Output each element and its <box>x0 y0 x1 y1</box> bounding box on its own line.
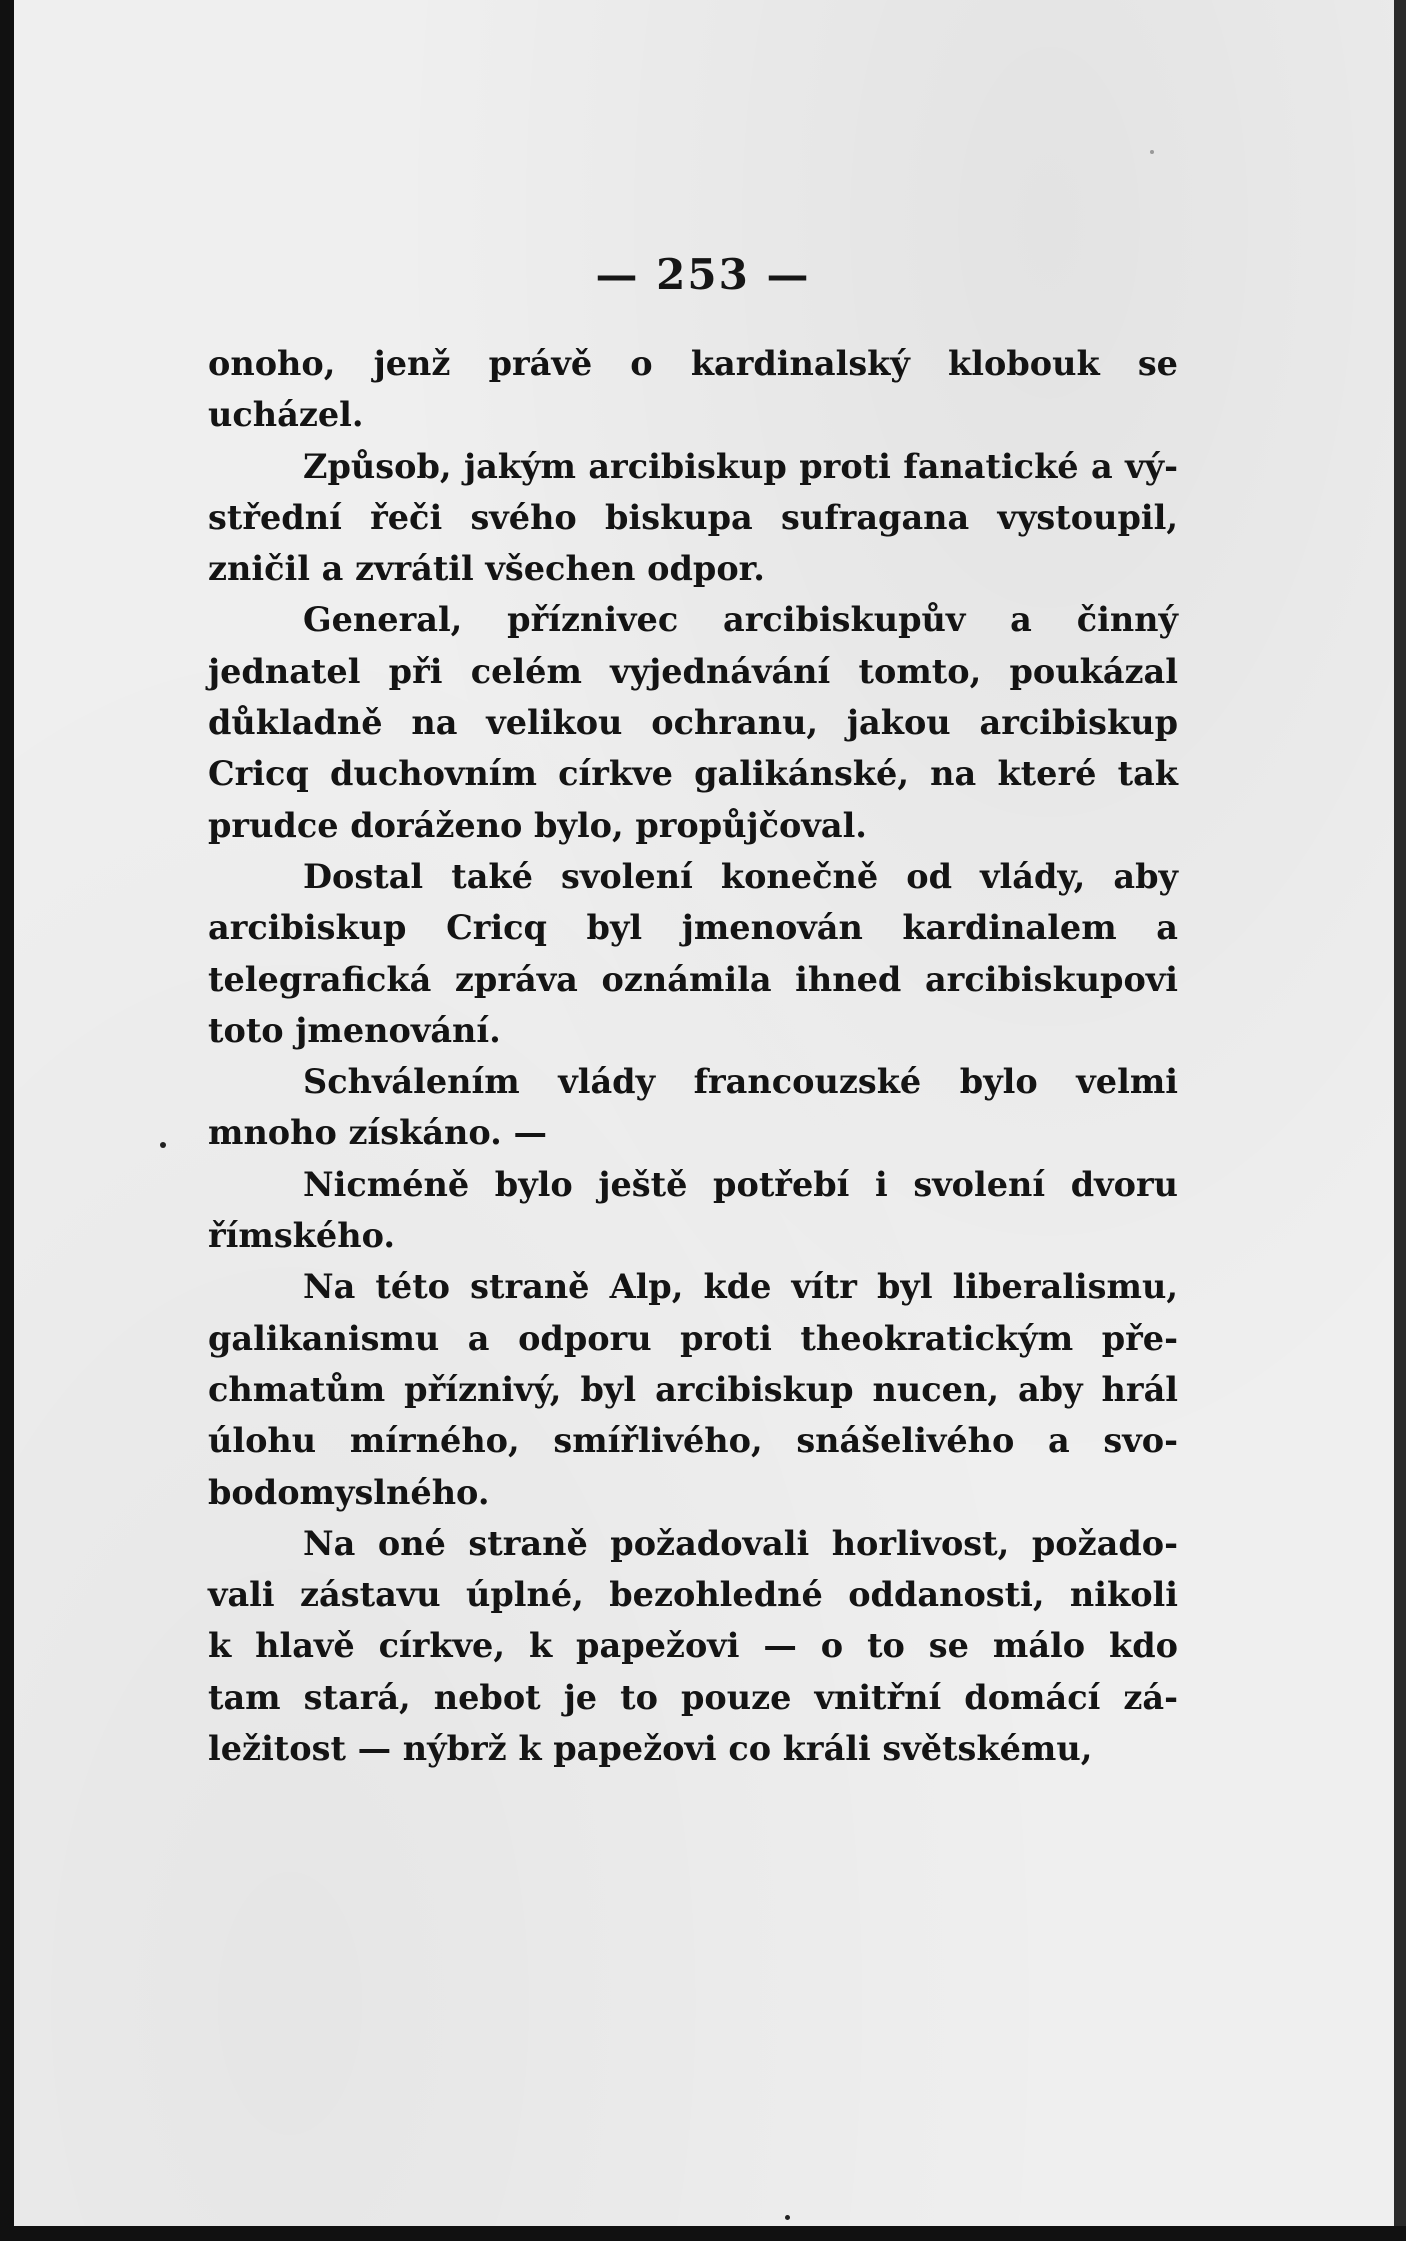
text-line: bodomyslného. <box>208 1472 490 1512</box>
body-text <box>208 338 1178 1774</box>
text-line: Schválením vlády francouzské bylo velmi <box>303 1062 1178 1102</box>
text-line: tam stará, nebot je to pouze vnitřní domácí zá- <box>208 1677 1178 1717</box>
paragraph <box>208 1518 1178 1774</box>
text-line: prudce doráženo bylo, propůjčoval. <box>208 805 867 845</box>
text-line: onoho, jenž právě o kardinalský klobouk se <box>208 344 1178 383</box>
paragraph <box>208 441 1178 595</box>
text-line: jednatel při celém vyjednávání tomto, poukázal <box>208 651 1178 691</box>
text-line: římského. <box>208 1216 395 1256</box>
text-line: k hlavě církve, k papežovi — o to se málo kdo <box>208 1626 1178 1666</box>
paragraph <box>208 851 1178 1056</box>
text-line: toto jmenování. <box>208 1010 501 1050</box>
text-line: ucházel. <box>208 395 364 435</box>
text-line: zničil a zvrátil všechen odpor. <box>208 549 765 589</box>
text-line: Dostal také svolení konečně od vlády, aby <box>303 856 1178 896</box>
page-left-edge <box>0 0 14 2241</box>
text-line: Způsob, jakým arcibiskup proti fanatické a vý- <box>303 446 1178 486</box>
text-line: střední řeči svého biskupa sufragana vystoupil, <box>208 497 1178 537</box>
text-line: ležitost — nýbrž k papežovi co králi světskému, <box>208 1729 1093 1769</box>
text-line: arcibiskup Cricq byl jmenován kardinalem a <box>208 908 1178 948</box>
text-line: Na této straně Alp, kde vítr byl liberalismu, <box>303 1267 1178 1307</box>
text-line: telegrafická zpráva oznámila ihned arcibiskupovi <box>208 959 1178 999</box>
text-line: důkladně na velikou ochranu, jakou arcibiskup <box>208 703 1178 743</box>
paragraph <box>208 594 1178 850</box>
page-number: — 253 — <box>595 250 811 299</box>
paragraph <box>208 338 1178 441</box>
text-line: General, příznivec arcibiskupův a činný <box>303 600 1178 640</box>
page-right-edge <box>1394 0 1406 2241</box>
text-line: mnoho získáno. — <box>208 1113 547 1153</box>
text-line: vali zástavu úplné, bezohledné oddanosti, nikoli <box>208 1575 1178 1615</box>
text-line: chmatům příznivý, byl arcibiskup nucen, aby hrál <box>208 1369 1178 1409</box>
text-line: Cricq duchovním církve galikánské, na které tak <box>208 754 1178 794</box>
text-line: úlohu mírného, smířlivého, snášelivého a svo- <box>208 1421 1178 1461</box>
paragraph <box>208 1261 1178 1517</box>
text-line: galikanismu a odporu proti theokratickým pře- <box>208 1318 1178 1358</box>
paper-speck <box>160 1142 166 1148</box>
page-bottom-edge <box>0 2226 1406 2241</box>
text-line: Na oné straně požadovali horlivost, požado- <box>303 1523 1178 1563</box>
paragraph <box>208 1056 1178 1159</box>
paper-speck <box>785 2215 790 2220</box>
text-line: Nicméně bylo ještě potřebí i svolení dvoru <box>303 1164 1178 1204</box>
paragraph <box>208 1159 1178 1262</box>
paper-speck <box>1150 150 1154 154</box>
